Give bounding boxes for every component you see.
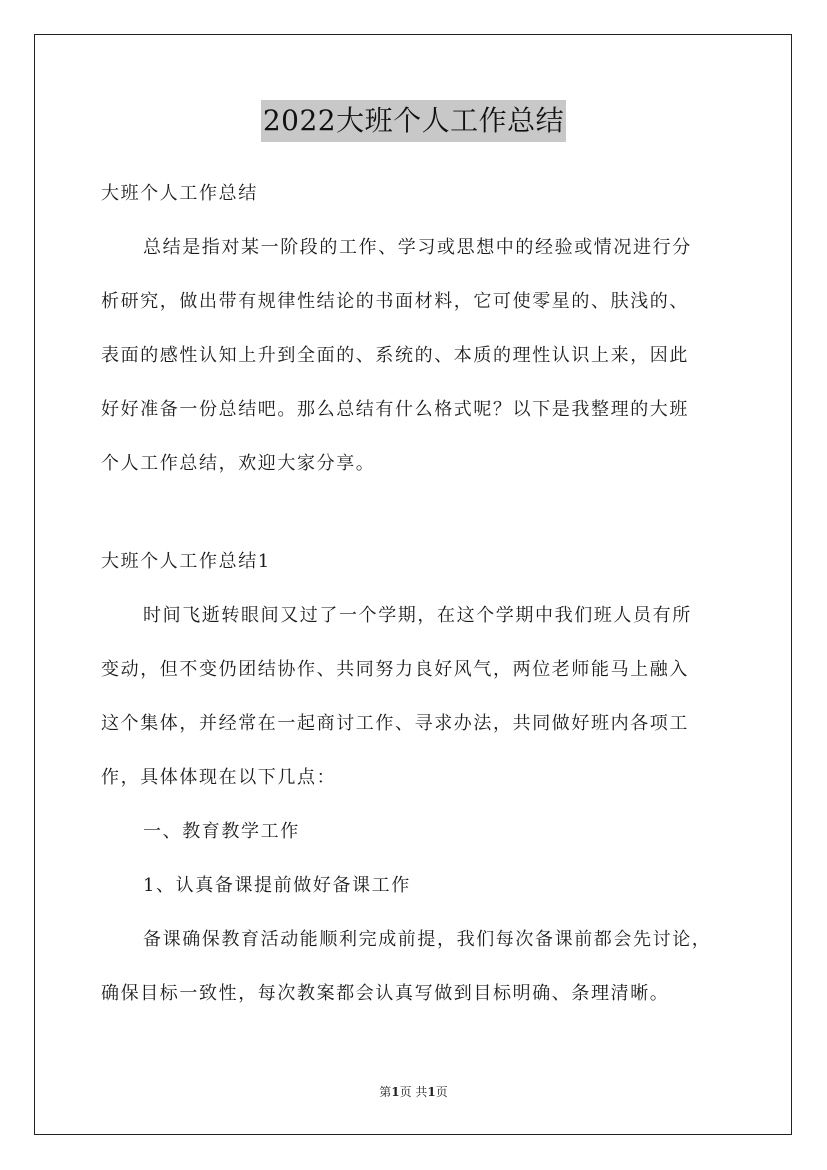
intro-line: 表面的感性认知上升到全面的、系统的、本质的理性认识上来，因此 — [101, 345, 689, 366]
section-heading: 大班个人工作总结1 — [101, 551, 271, 572]
intro-line: 总结是指对某一阶段的工作、学习或思想中的经验或情况进行分 — [143, 237, 692, 258]
section-line: 时间飞逝转眼间又过了一个学期，在这个学期中我们班人员有所 — [143, 605, 692, 626]
page-footer — [0, 1083, 827, 1100]
paragraph-line: 确保目标一致性，每次教案都会认真写做到目标明确、条理清晰。 — [101, 983, 670, 1004]
heading-level1: 一、教育教学工作 — [143, 821, 300, 842]
page-number-prefix: 第 — [379, 1085, 392, 1099]
section-gap — [101, 496, 736, 540]
paragraph-line: 备课确保教育活动能顺利完成前提，我们每次备课前都会先讨论， — [143, 929, 712, 950]
page-number-mid: 页 共 — [399, 1085, 428, 1099]
section-line: 变动，但不变仍团结协作、共同努力良好风气，两位老师能马上融入 — [101, 659, 689, 680]
total-page-number: 1 — [427, 1085, 436, 1099]
page-number-suffix: 页 — [435, 1085, 448, 1099]
intro-line: 析研究，做出带有规律性结论的书面材料，它可使零星的、肤浅的、 — [101, 291, 689, 312]
title-wrap — [0, 100, 827, 142]
section-line: 这个集体，并经常在一起商讨工作、寻求办法，共同做好班内各项工 — [101, 713, 689, 734]
document-body — [101, 172, 736, 1026]
document-title: 2022大班个人工作总结 — [261, 100, 566, 142]
subtitle: 大班个人工作总结 — [101, 183, 258, 204]
intro-line: 个人工作总结，欢迎大家分享。 — [101, 453, 376, 474]
section-line: 作，具体体现在以下几点： — [101, 767, 337, 788]
current-page-number: 1 — [391, 1085, 400, 1099]
intro-line: 好好准备一份总结吧。那么总结有什么格式呢？以下是我整理的大班 — [101, 399, 689, 420]
heading-level2: 1、认真备课提前做好备课工作 — [143, 875, 411, 896]
